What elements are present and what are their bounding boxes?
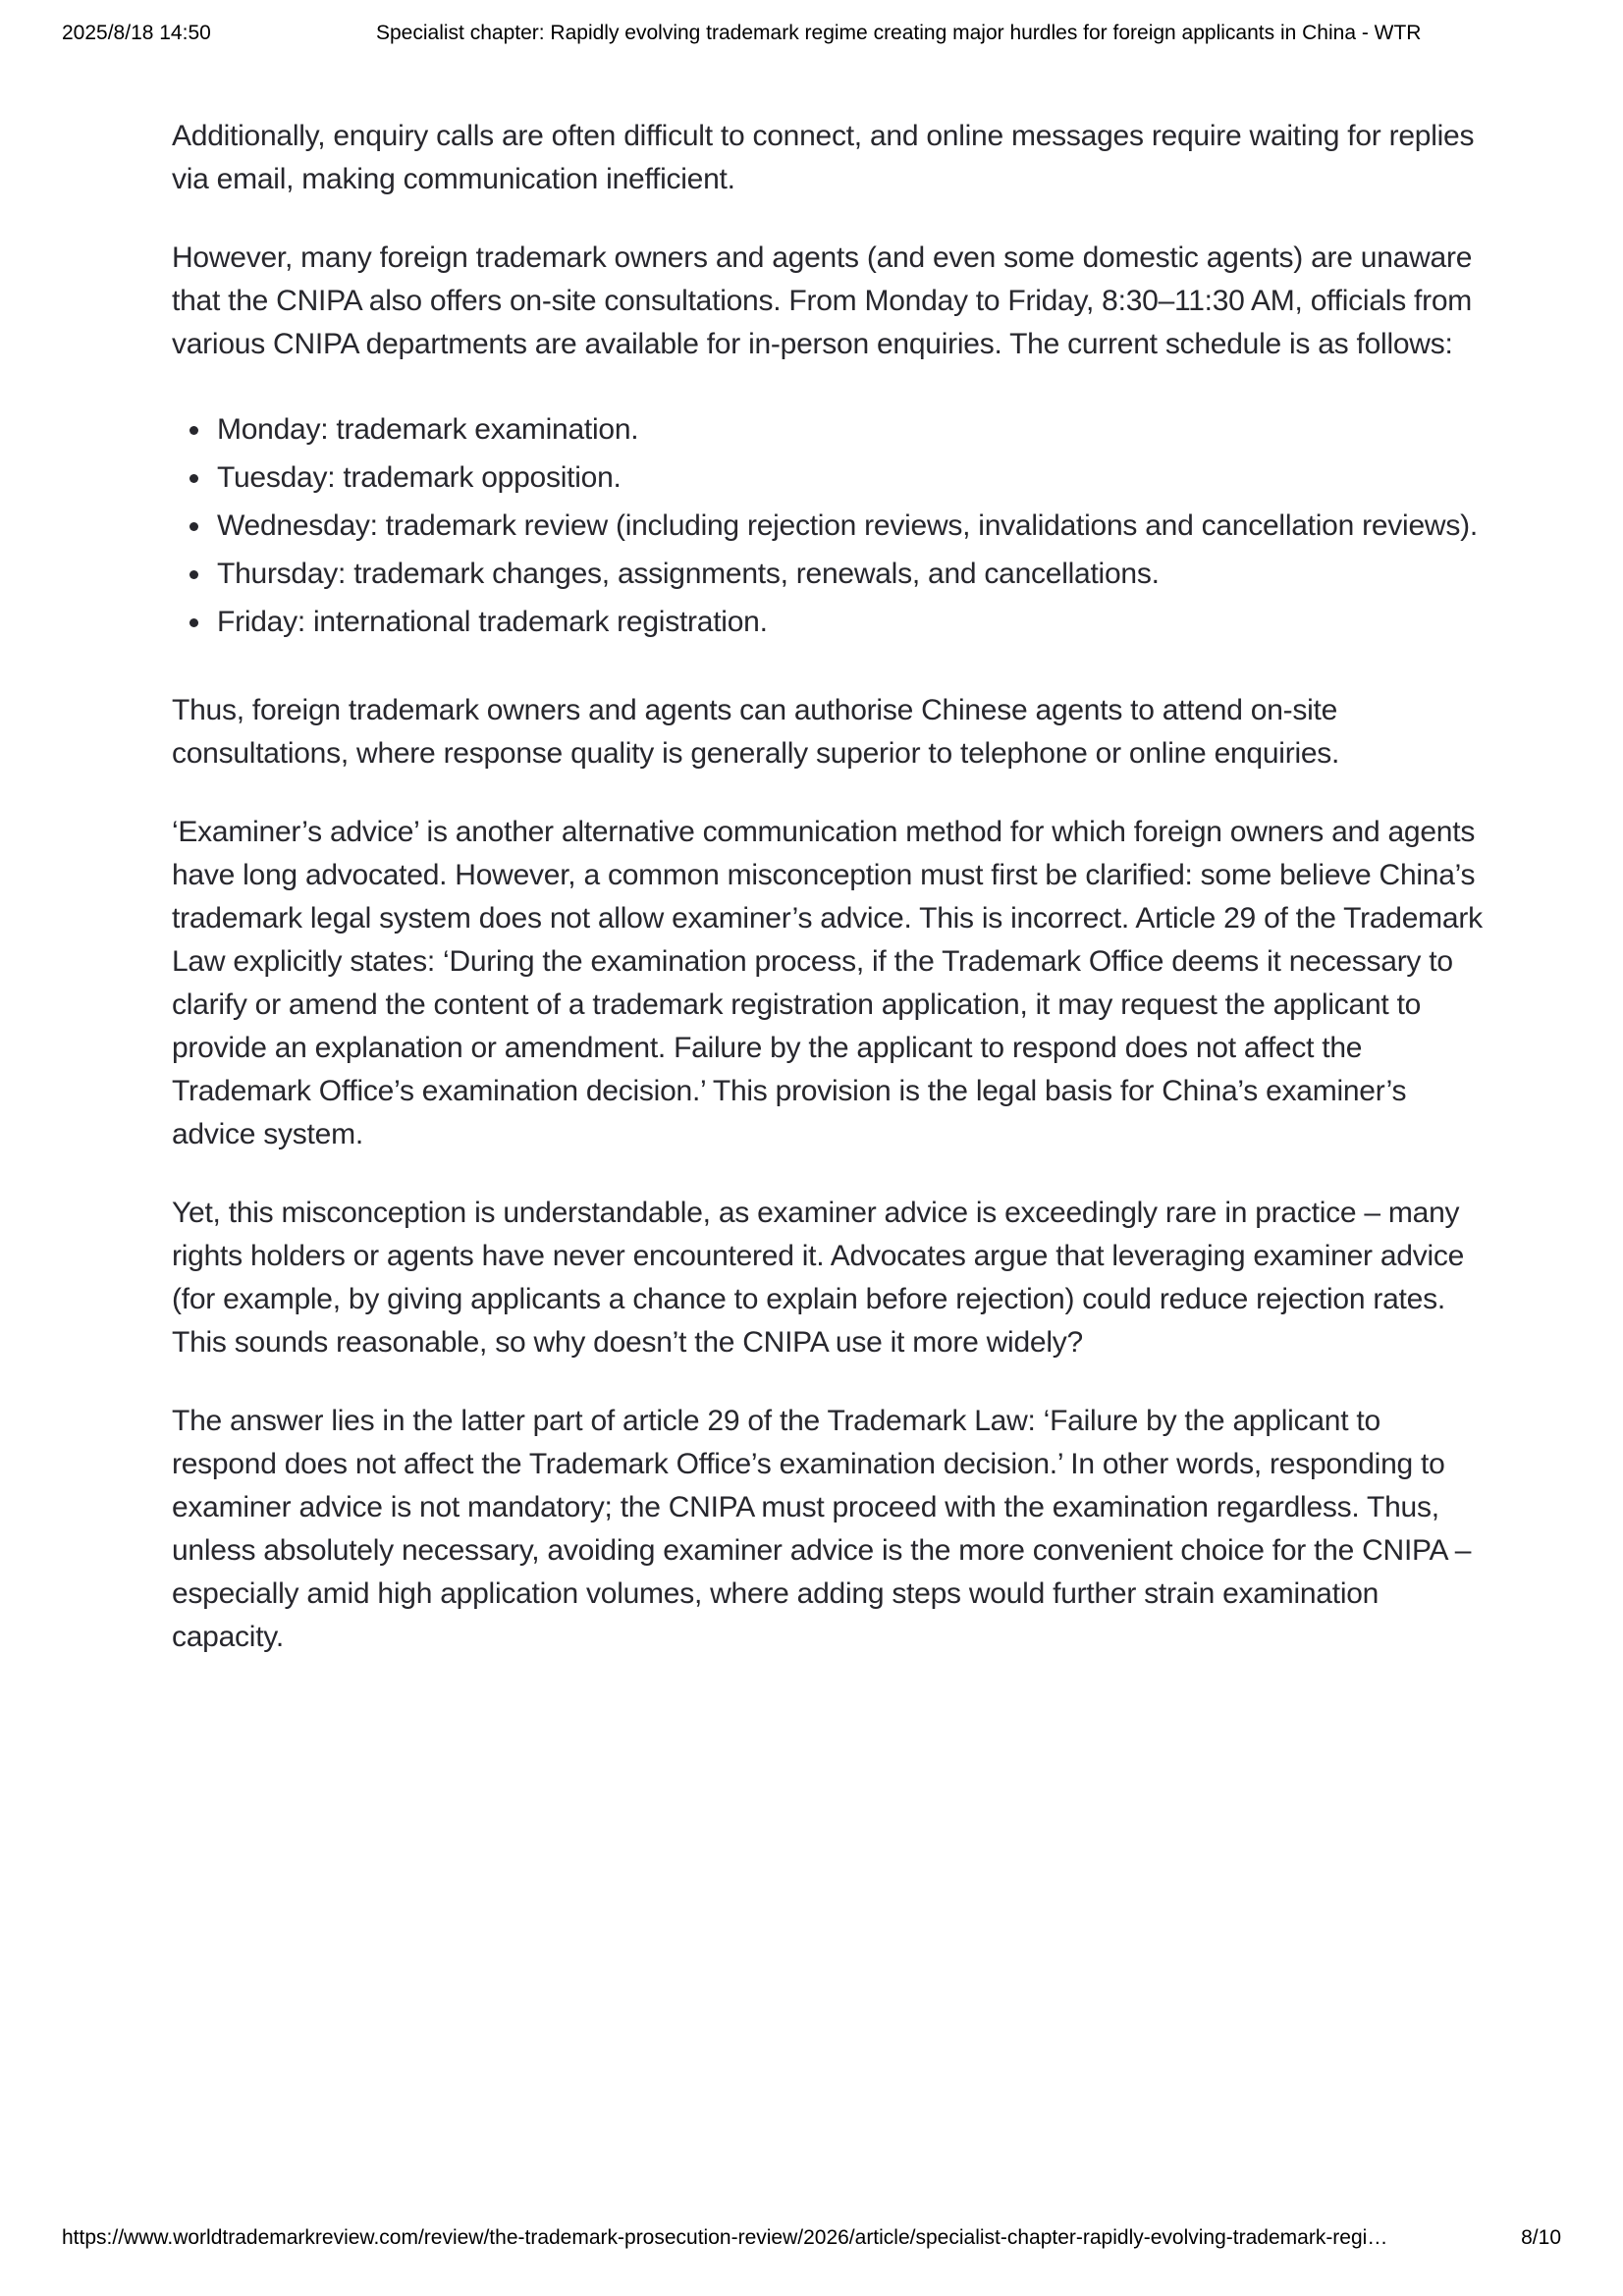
schedule-list-item: • Tuesday: trademark opposition. [213,454,1483,502]
schedule-list-item: • Thursday: trademark changes, assignments, renewals, and cancellations. [213,550,1483,598]
schedule-list-item: • Friday: international trademark registration. [213,598,1483,646]
print-footer-source-url: https://www.worldtrademarkreview.com/review/the-trademark-prosecution-review/2026/article/specialist-chapter-rapidly-evolving-trademark-regi… [62,2226,1388,2249]
schedule-list-item: • Monday: trademark examination. [213,405,1483,454]
article-paragraph: However, many foreign trademark owners and agents (and even some domestic agents) are unaware that the CNIPA also offers on-site consultations. From Monday to Friday, 8:30–11:30 AM, officials from various CNIPA departments are available for in-person enquiries. The current schedule is as follows: [172,241,1473,360]
article-paragraph: ‘Examiner’s advice’ is another alternative communication method for which foreign owners and agents have long advocated. However, a common misconception must first be clarified: some believe China’s trademark legal system does not allow examiner’s advice. This is incorrect. Article 29 of the Trademark Law explicitly states: ‘During the examination process, if the Trademark Office deems it necessary to clarify or amend the content of a trademark registration application, it may request the applicant to provide an explanation or amendment. Failure by the applicant to respond does not affect the Trademark Office’s examination decision.’ This provision is the legal basis for China’s examiner’s advice system. [172,816,1483,1150]
print-header [62,22,1561,49]
article-paragraph: Thus, foreign trademark owners and agents can authorise Chinese agents to attend on-site consultations, where response quality is generally superior to telephone or online enquiries. [172,694,1340,770]
article-paragraph: Yet, this misconception is understandable, as examiner advice is exceedingly rare in practice – many rights holders or agents have never encountered it. Advocates argue that leveraging examiner advice (for example, by giving applicants a chance to explain before rejection) could reduce rejection rates. This sounds reasonable, so why doesn’t the CNIPA use it more widely? [172,1197,1465,1359]
print-footer [62,2226,1561,2250]
print-header-datetime: 2025/8/18 14:50 [62,22,211,44]
article-paragraph: The answer lies in the latter part of article 29 of the Trademark Law: ‘Failure by the applicant to respond does not affect the Trademark Office’s examination decision.’ In other words, responding to examiner advice is not mandatory; the CNIPA must proceed with the examination regardless. Thus, unless absolutely necessary, avoiding examiner advice is the more convenient choice for the CNIPA – especially amid high application volumes, where adding steps would further strain examination capacity. [172,1405,1472,1653]
print-header-title: Specialist chapter: Rapidly evolving trademark regime creating major hurdles for foreign applicants in China - WTR [376,22,1422,44]
article-paragraph: Additionally, enquiry calls are often difficult to connect, and online messages require waiting for replies via email, making communication inefficient. [172,120,1475,195]
schedule-list-item: • Wednesday: trademark review (including rejection reviews, invalidations and cancellation reviews). [213,502,1483,550]
print-footer-page-number: 8/10 [1521,2226,1561,2249]
article-body [172,115,1483,1694]
consultation-schedule-list [172,405,1483,646]
